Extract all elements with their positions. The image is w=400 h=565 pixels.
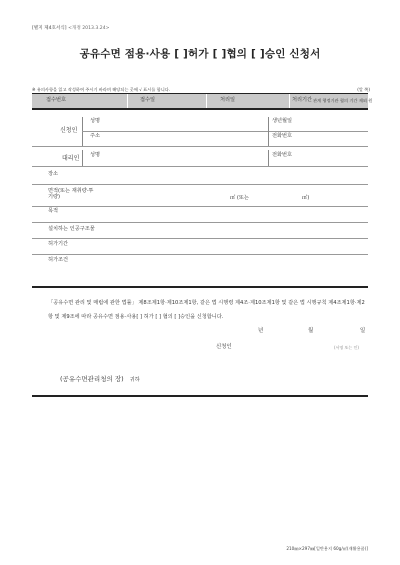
applicant-signature-label: 신청인: [216, 344, 232, 350]
applicant-name-label: 성명: [90, 118, 101, 124]
location-bottom-rule: [32, 184, 368, 185]
addressee: [60, 374, 140, 383]
area-unit-secondary: ㎥): [302, 195, 310, 201]
receipt-bottom-rule: [32, 108, 368, 110]
addressee-honorific: 귀하: [129, 377, 140, 383]
signature-hint: (서명 또는 인): [334, 345, 359, 350]
area-bottom-rule: [32, 206, 368, 207]
page-count: (앞 쪽): [357, 87, 370, 92]
instruction-note: ※ 유의사항을 읽고 작성하여 주시기 바라며 해당되는 곳에 √ 표시를 합니다.: [32, 87, 171, 92]
form-title: 공유수면 점용·사용 [ ]허가 [ ]협의 [ ]승인 신청서: [79, 48, 321, 60]
receipt-divider-1: [127, 94, 128, 108]
receipt-number-label: 접수번호: [46, 97, 67, 103]
date-year: 년: [258, 328, 264, 334]
receipt-divider-3: [289, 94, 290, 108]
bottom-rule: [32, 395, 368, 397]
applicant-address-label: 주소: [90, 133, 101, 139]
purpose-label: 목적: [48, 208, 59, 214]
agent-name-label: 성명: [90, 152, 101, 158]
location-label: 장소: [48, 171, 59, 177]
structure-bottom-rule: [32, 238, 368, 239]
agent-section-label: 대리인: [62, 155, 80, 162]
area-unit-primary: ㎡ (또는: [230, 195, 249, 201]
form-ref-label: [별지 제4호서식]: [32, 26, 67, 31]
artificial-structure-label: 설치하는 인공구조물: [48, 226, 95, 232]
receipt-divider-2: [206, 94, 207, 108]
applicant-inner-rule: [82, 131, 368, 132]
applicant-phone-label: 전화번호: [272, 133, 293, 139]
permit-conditions-label: 허가조건: [48, 257, 69, 263]
date-month: 월: [308, 328, 314, 334]
date-day: 일: [360, 328, 366, 334]
form-revision: <개정 2013.3.24>: [68, 26, 110, 31]
declaration-statement: 「공유수면 관리 및 매립에 관한 법률」 제8조제1항·제10조제1항, 같은 법 시행령 제4조·제10조제1항 및 같은 법 시행규칙 제4조제1항·제2항 및 제9조에 따라 공유수면 점용·사용[ ] 허가 [ ] 협의 [ ]승인을 신청합니다.: [48, 300, 365, 320]
area-label: 면적(또는 재취량·투기량): [48, 188, 94, 200]
processing-period-label: 처리기간: [292, 97, 313, 103]
applicant-bottom-rule: [32, 146, 368, 147]
paper-spec-footer: 210㎜×297㎜[일반용지 60g/㎡(재활용품)]: [286, 546, 368, 551]
agent-label-divider: [82, 150, 83, 166]
processing-period-value: 관계 행정기관 협의 기간 제외 원: [313, 97, 373, 103]
permit-period-label: 허가기간: [48, 241, 69, 247]
declaration-top-rule: [32, 286, 368, 288]
agent-phone-label: 전화번호: [272, 152, 293, 158]
receipt-date-label: 접수일: [140, 97, 156, 103]
purpose-bottom-rule: [32, 222, 368, 223]
form-reference: [32, 25, 109, 31]
applicant-col-divider: [268, 117, 269, 146]
agent-col-divider: [268, 150, 269, 166]
applicant-birth-label: 생년월일: [272, 118, 293, 124]
receipt-row: [32, 94, 373, 108]
processing-date-label: 처리일: [220, 97, 236, 103]
period-bottom-rule: [32, 254, 368, 255]
agent-bottom-rule: [32, 166, 368, 167]
addressee-name: (공유수면관리청의 장): [60, 375, 124, 383]
applicant-section-label: 신청인: [60, 127, 78, 134]
